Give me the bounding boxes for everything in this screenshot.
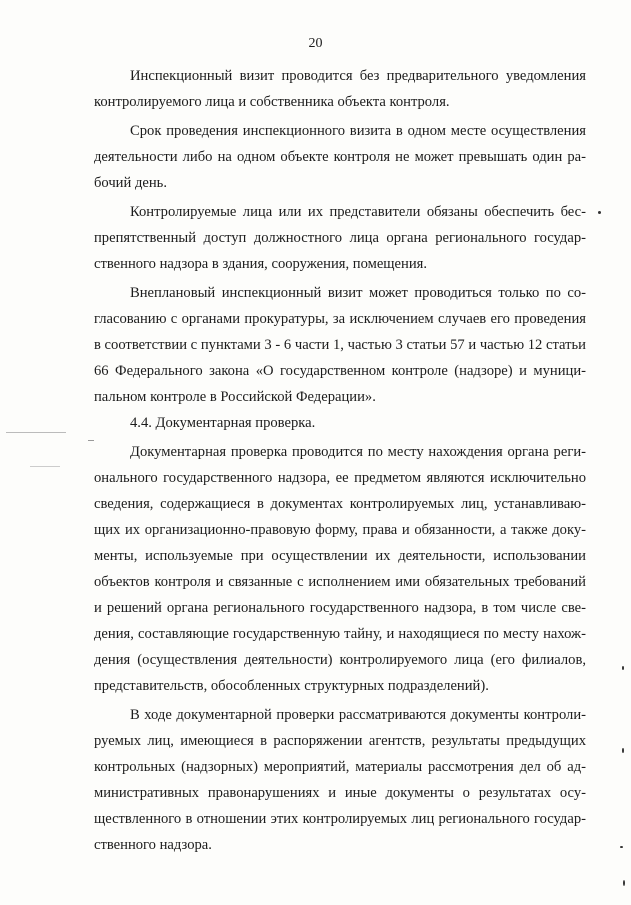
text-line: контролируемого лица и собственника объекта контроля. [94, 94, 450, 110]
text-line: сведения, содержащиеся в документах контролируемых лиц, устанавливаю- [94, 496, 586, 512]
text-line: пальном контроле в Российской Федерации». [94, 389, 376, 405]
scan-mark [6, 432, 66, 433]
text-line: ществленного в отношении этих контролируемых лиц регионального государ- [94, 811, 586, 827]
text-line: препятственный доступ должностного лица органа регионального государ- [94, 230, 586, 246]
text-line: щих их организационно-правовую форму, права и обязанности, а также доку- [94, 522, 586, 538]
text-line: менты, используемые при осуществлении их деятельности, использовании [94, 548, 586, 564]
scan-mark [88, 440, 94, 441]
text-line: В ходе документарной проверки рассматриваются документы контроли- [130, 707, 586, 723]
text-line: контрольных (надзорных) мероприятий, материалы рассмотрения дел об ад- [94, 759, 586, 775]
scan-speck [620, 846, 623, 848]
text-line: 66 Федерального закона «О государственном контроле (надзоре) и муници- [94, 363, 586, 379]
text-line: онального государственного надзора, ее предметом являются исключительно [94, 470, 586, 486]
text-line: объектов контроля и связанные с исполнением ими обязательных требований [94, 574, 586, 590]
text-line: дения (осуществления деятельности) контролируемого лица (его филиалов, [94, 652, 586, 668]
text-line: и решений органа регионального государственного надзора, в том числе све- [94, 600, 586, 616]
scan-mark [30, 466, 60, 467]
text-line: Инспекционный визит проводится без предварительного уведомления [130, 68, 586, 84]
section-heading: 4.4. Документарная проверка. [130, 415, 316, 431]
text-line: в соответствии с пунктами 3 - 6 части 1, частью 3 статьи 57 и частью 12 статьи [94, 337, 586, 353]
scan-speck [622, 666, 624, 670]
text-line: представительств, обособленных структурных подразделений). [94, 678, 489, 694]
text-line: деятельности либо на одном объекте контроля не может превышать один ра- [94, 149, 586, 165]
text-line: Срок проведения инспекционного визита в одном месте осуществления [130, 123, 586, 139]
text-line: Контролируемые лица или их представители обязаны обеспечить бес- [130, 204, 586, 220]
text-line: гласованию с органами прокуратуры, за исключением случаев его проведения [94, 311, 586, 327]
text-line: бочий день. [94, 175, 167, 191]
text-line: Внеплановый инспекционный визит может проводиться только по со- [130, 285, 586, 301]
text-line: Документарная проверка проводится по месту нахождения органа реги- [130, 444, 586, 460]
scan-speck [598, 211, 601, 214]
text-line: руемых лиц, имеющиеся в распоряжении агентств, результаты предыдущих [94, 733, 586, 749]
text-line: министративных правонарушениях и иные документы о результатах осу- [94, 785, 586, 801]
scan-speck [623, 880, 625, 886]
text-line: ственного надзора в здания, сооружения, помещения. [94, 256, 427, 272]
page-number: 20 [308, 36, 323, 51]
text-line: ственного надзора. [94, 837, 212, 853]
scan-speck [622, 748, 624, 753]
text-line: дения, составляющие государственную тайну, и находящиеся по месту нахож- [94, 626, 586, 642]
